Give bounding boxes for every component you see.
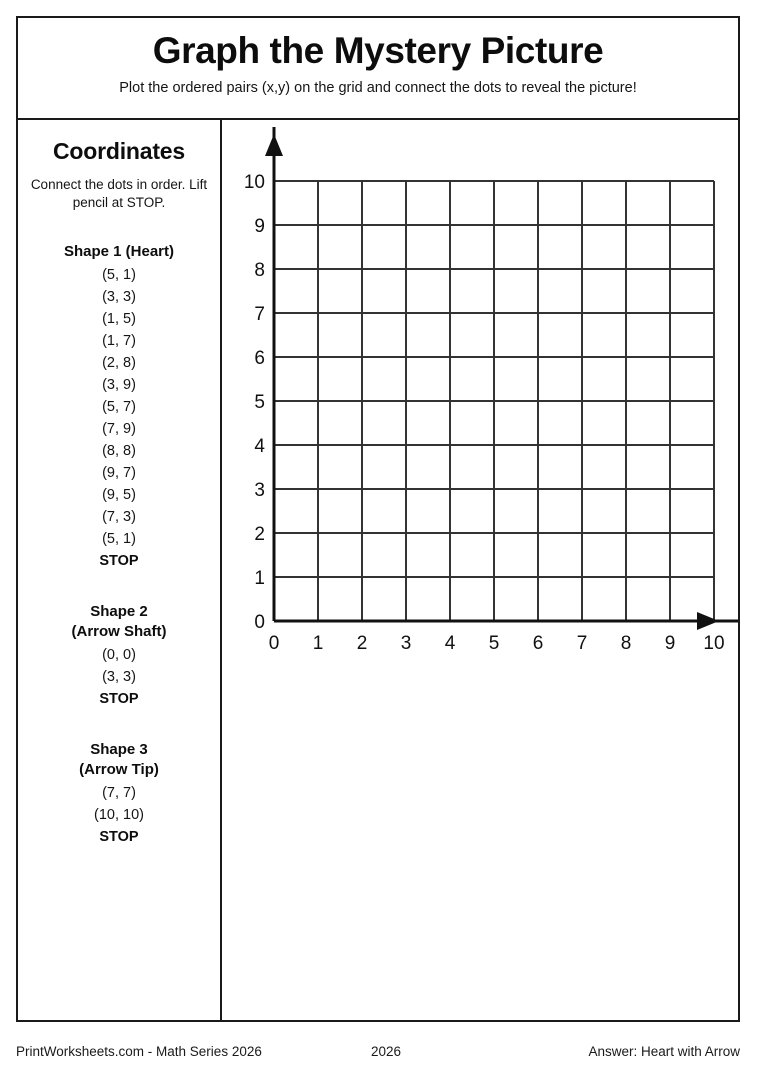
stop-label: STOP [99, 828, 139, 845]
coordinate-pair: (0, 0) [102, 646, 136, 663]
coordinate-pair: (3, 9) [102, 376, 136, 393]
coordinate-pair: (3, 3) [102, 668, 136, 685]
coordinate-pair: (3, 3) [102, 288, 136, 305]
coordinate-pair: (5, 1) [102, 530, 136, 547]
worksheet-footer [16, 1036, 740, 1066]
coordinate-pair: (5, 7) [102, 398, 136, 415]
x-tick-label: 4 [444, 633, 456, 654]
y-tick-label: 9 [254, 216, 265, 237]
x-tick-label: 10 [703, 633, 725, 654]
coordinate-pair: (2, 8) [102, 354, 136, 371]
coordinate-pair: (9, 5) [102, 486, 136, 503]
y-tick-label: 4 [254, 436, 265, 457]
shape-1-heading [18, 242, 220, 262]
x-tick-label: 5 [488, 633, 500, 654]
x-tick-label: 3 [400, 633, 412, 654]
footer-source: PrintWorksheets.com - Math Series 2026 [16, 1043, 262, 1059]
sidebar-instructions: Connect the dots in order. Lift pencil at STOP. [30, 177, 208, 210]
x-tick-label: 8 [620, 633, 632, 654]
x-tick-label: 9 [664, 633, 676, 654]
coordinate-pair: (7, 7) [102, 784, 136, 801]
y-tick-label: 8 [254, 260, 265, 281]
coordinate-pair: (9, 7) [102, 464, 136, 481]
footer-answer: Answer: Heart with Arrow [588, 1043, 740, 1059]
shape-2-heading-line2: (Arrow Shaft) [71, 622, 167, 640]
shape-3-heading-line2: (Arrow Tip) [79, 760, 159, 778]
worksheet-header [18, 18, 738, 120]
y-axis-arrow-icon [265, 134, 283, 156]
coordinate-pair: (8, 8) [102, 442, 136, 459]
footer-year: 2026 [370, 1043, 402, 1059]
shape-1-heading-line1: Shape 1 (Heart) [63, 242, 175, 260]
y-tick-label: 6 [254, 348, 265, 369]
coordinates-sidebar [18, 120, 222, 1020]
shape-2-heading-line1: Shape 2 [90, 603, 148, 620]
x-tick-label: 2 [356, 633, 368, 654]
y-tick-label: 10 [243, 172, 265, 193]
y-tick-label: 5 [254, 392, 265, 413]
coordinate-pair: (1, 7) [102, 332, 136, 349]
y-tick-label: 0 [254, 612, 265, 633]
shape-2-heading [18, 602, 220, 642]
x-tick-label: 6 [532, 633, 544, 654]
y-tick-label: 2 [254, 524, 265, 545]
x-axis-arrow-icon [697, 612, 719, 630]
y-tick-label: 1 [254, 568, 265, 589]
page-title: Graph the Mystery Picture [152, 30, 604, 71]
y-tick-label: 3 [254, 480, 265, 501]
worksheet-body [18, 120, 738, 1020]
sidebar-title: Coordinates [53, 138, 185, 164]
shape-block-2 [18, 602, 220, 710]
coordinate-grid[interactable] [222, 120, 738, 1020]
shape-block-3 [18, 740, 220, 848]
x-tick-label: 7 [576, 633, 588, 654]
page-subtitle: Plot the ordered pairs (x,y) on the grid and connect the dots to reveal the picture! [119, 80, 637, 97]
coordinate-pair: (7, 3) [102, 508, 136, 525]
x-tick-label: 0 [268, 633, 280, 654]
shape-3-heading-line1: Shape 3 [90, 740, 148, 758]
coordinate-pair: (1, 5) [102, 310, 136, 327]
shape-3-heading [18, 740, 220, 780]
coordinate-grid-panel [222, 120, 738, 1020]
coordinate-pair: (5, 1) [102, 266, 136, 283]
coordinate-pair: (7, 9) [102, 420, 136, 437]
stop-label: STOP [99, 690, 139, 707]
x-tick-label: 1 [312, 633, 324, 654]
y-tick-label: 7 [254, 304, 265, 325]
shape-block-1 [18, 242, 220, 572]
worksheet-frame [16, 16, 740, 1022]
stop-label: STOP [99, 552, 139, 569]
coordinate-pair: (10, 10) [94, 806, 144, 823]
